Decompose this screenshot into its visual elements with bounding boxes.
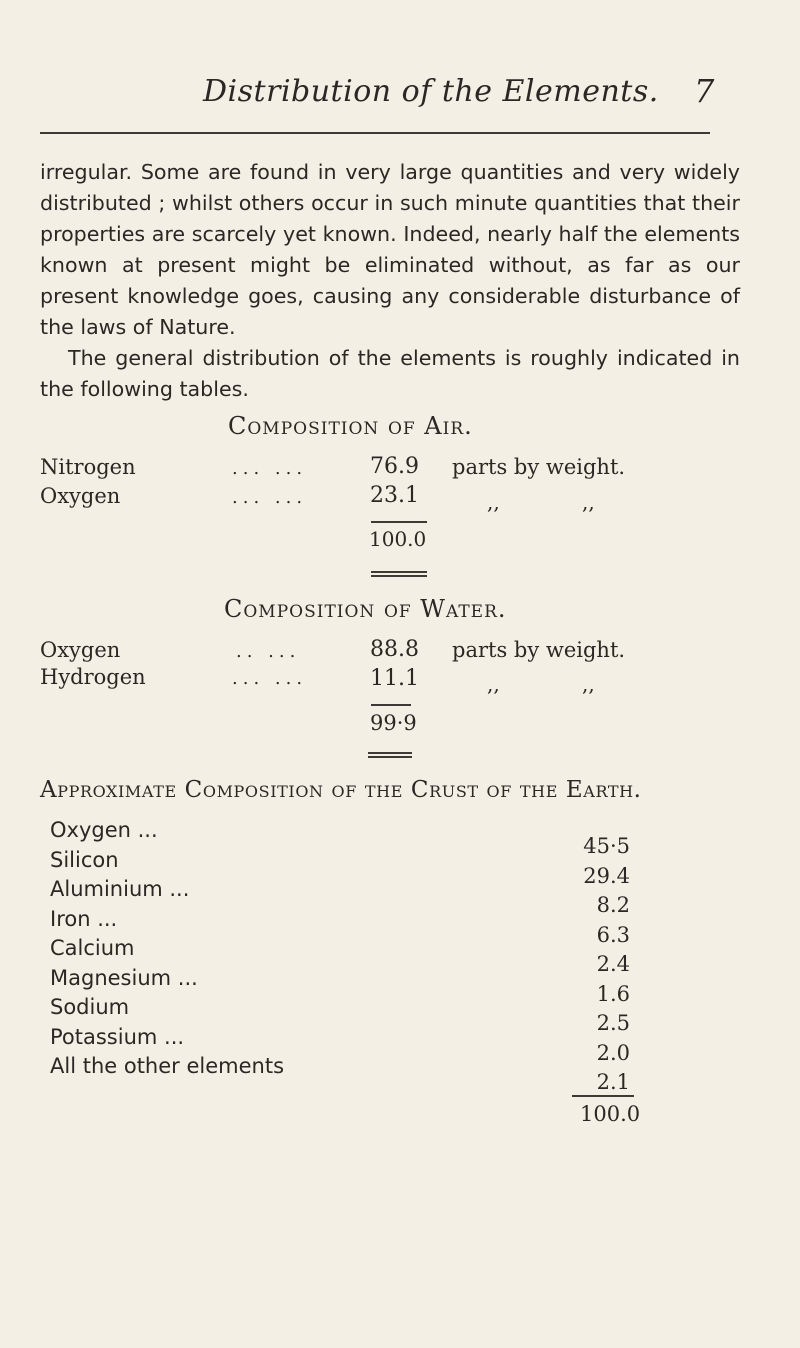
water-row-leader: .. ... [236, 641, 301, 662]
page-number: 7 [694, 72, 715, 110]
water-total: 99·9 [370, 711, 417, 735]
air-row-label: Oxygen [40, 484, 121, 508]
ditto-mark: ,, [582, 672, 595, 696]
water-row-value: 11.1 [370, 666, 419, 691]
crust-row-label: Calcium [50, 936, 135, 960]
double-rule [371, 575, 427, 577]
air-row-leader: ... ... [232, 487, 308, 508]
air-row-label: Nitrogen [40, 455, 136, 479]
sum-rule [572, 1095, 634, 1097]
crust-row-value: 2.5 [596, 1011, 630, 1035]
ditto-mark: ,, [582, 490, 595, 514]
crust-row-label: Aluminium ... [50, 877, 190, 901]
crust-row-label: All the other elements [50, 1054, 285, 1078]
running-head [0, 70, 800, 120]
crust-row-value: 2.1 [596, 1070, 630, 1094]
paragraph-text: The general distribution of the elements is roughly indicated in the following tables. [40, 346, 740, 401]
air-table-title [228, 412, 473, 440]
air-table-title-text: Composition of Air. [228, 412, 473, 440]
water-row-value: 88.8 [370, 637, 419, 662]
crust-row-label: Iron ... [50, 906, 118, 931]
header-rule [40, 132, 710, 134]
water-row-leader: ... ... [232, 668, 308, 689]
body-paragraph-2 [40, 343, 740, 405]
crust-row-value: 6.3 [596, 922, 630, 947]
water-table-title [224, 595, 507, 623]
air-total: 100.0 [369, 527, 427, 551]
double-rule [368, 752, 412, 754]
sum-rule [371, 704, 411, 706]
running-title: Distribution of the Elements. [203, 74, 659, 109]
ditto-mark: ,, [487, 490, 500, 514]
crust-row-label: Silicon [50, 847, 119, 872]
air-row-unit: parts by weight. [452, 455, 626, 479]
crust-total: 100.0 [580, 1102, 641, 1126]
crust-row-value: 1.6 [596, 981, 630, 1006]
crust-row-label: Magnesium ... [50, 965, 198, 990]
sum-rule [371, 521, 427, 523]
crust-row-value: 8.2 [596, 893, 630, 917]
body-paragraph [40, 157, 740, 343]
air-row-leader: ... ... [232, 458, 308, 479]
water-row-label: Hydrogen [40, 665, 146, 689]
crust-row-label: Potassium ... [50, 1024, 185, 1049]
crust-table-title [40, 777, 642, 803]
crust-row-value: 2.0 [596, 1040, 630, 1065]
paragraph-text: irregular. Some are found in very large quantities and very widely distributed ; whilst others occur in such minute quantities that their properties are scarcely yet known. [40, 160, 740, 246]
ditto-mark: ,, [487, 672, 500, 696]
double-rule [371, 571, 427, 573]
water-table-title-text: Composition of Water. [224, 595, 507, 623]
crust-row-label: Oxygen ... [50, 818, 158, 842]
air-row-value: 76.9 [370, 454, 419, 479]
paragraph-text-continued: Indeed, nearly half the elements known at present might be eliminated without, as far as our present knowledge goes, causing any considerable disturbance of the laws of Nature. [40, 222, 740, 339]
double-rule [368, 756, 412, 758]
crust-row-value: 29.4 [583, 863, 630, 888]
crust-row-value: 45·5 [583, 834, 630, 858]
crust-row-label: Sodium [50, 995, 130, 1019]
water-row-label: Oxygen [40, 638, 121, 662]
crust-row-value: 2.4 [596, 952, 630, 976]
water-row-unit: parts by weight. [452, 638, 626, 662]
crust-table-title-text: Approximate Composition of the Crust of the Earth. [40, 777, 642, 803]
air-row-value: 23.1 [370, 483, 419, 508]
